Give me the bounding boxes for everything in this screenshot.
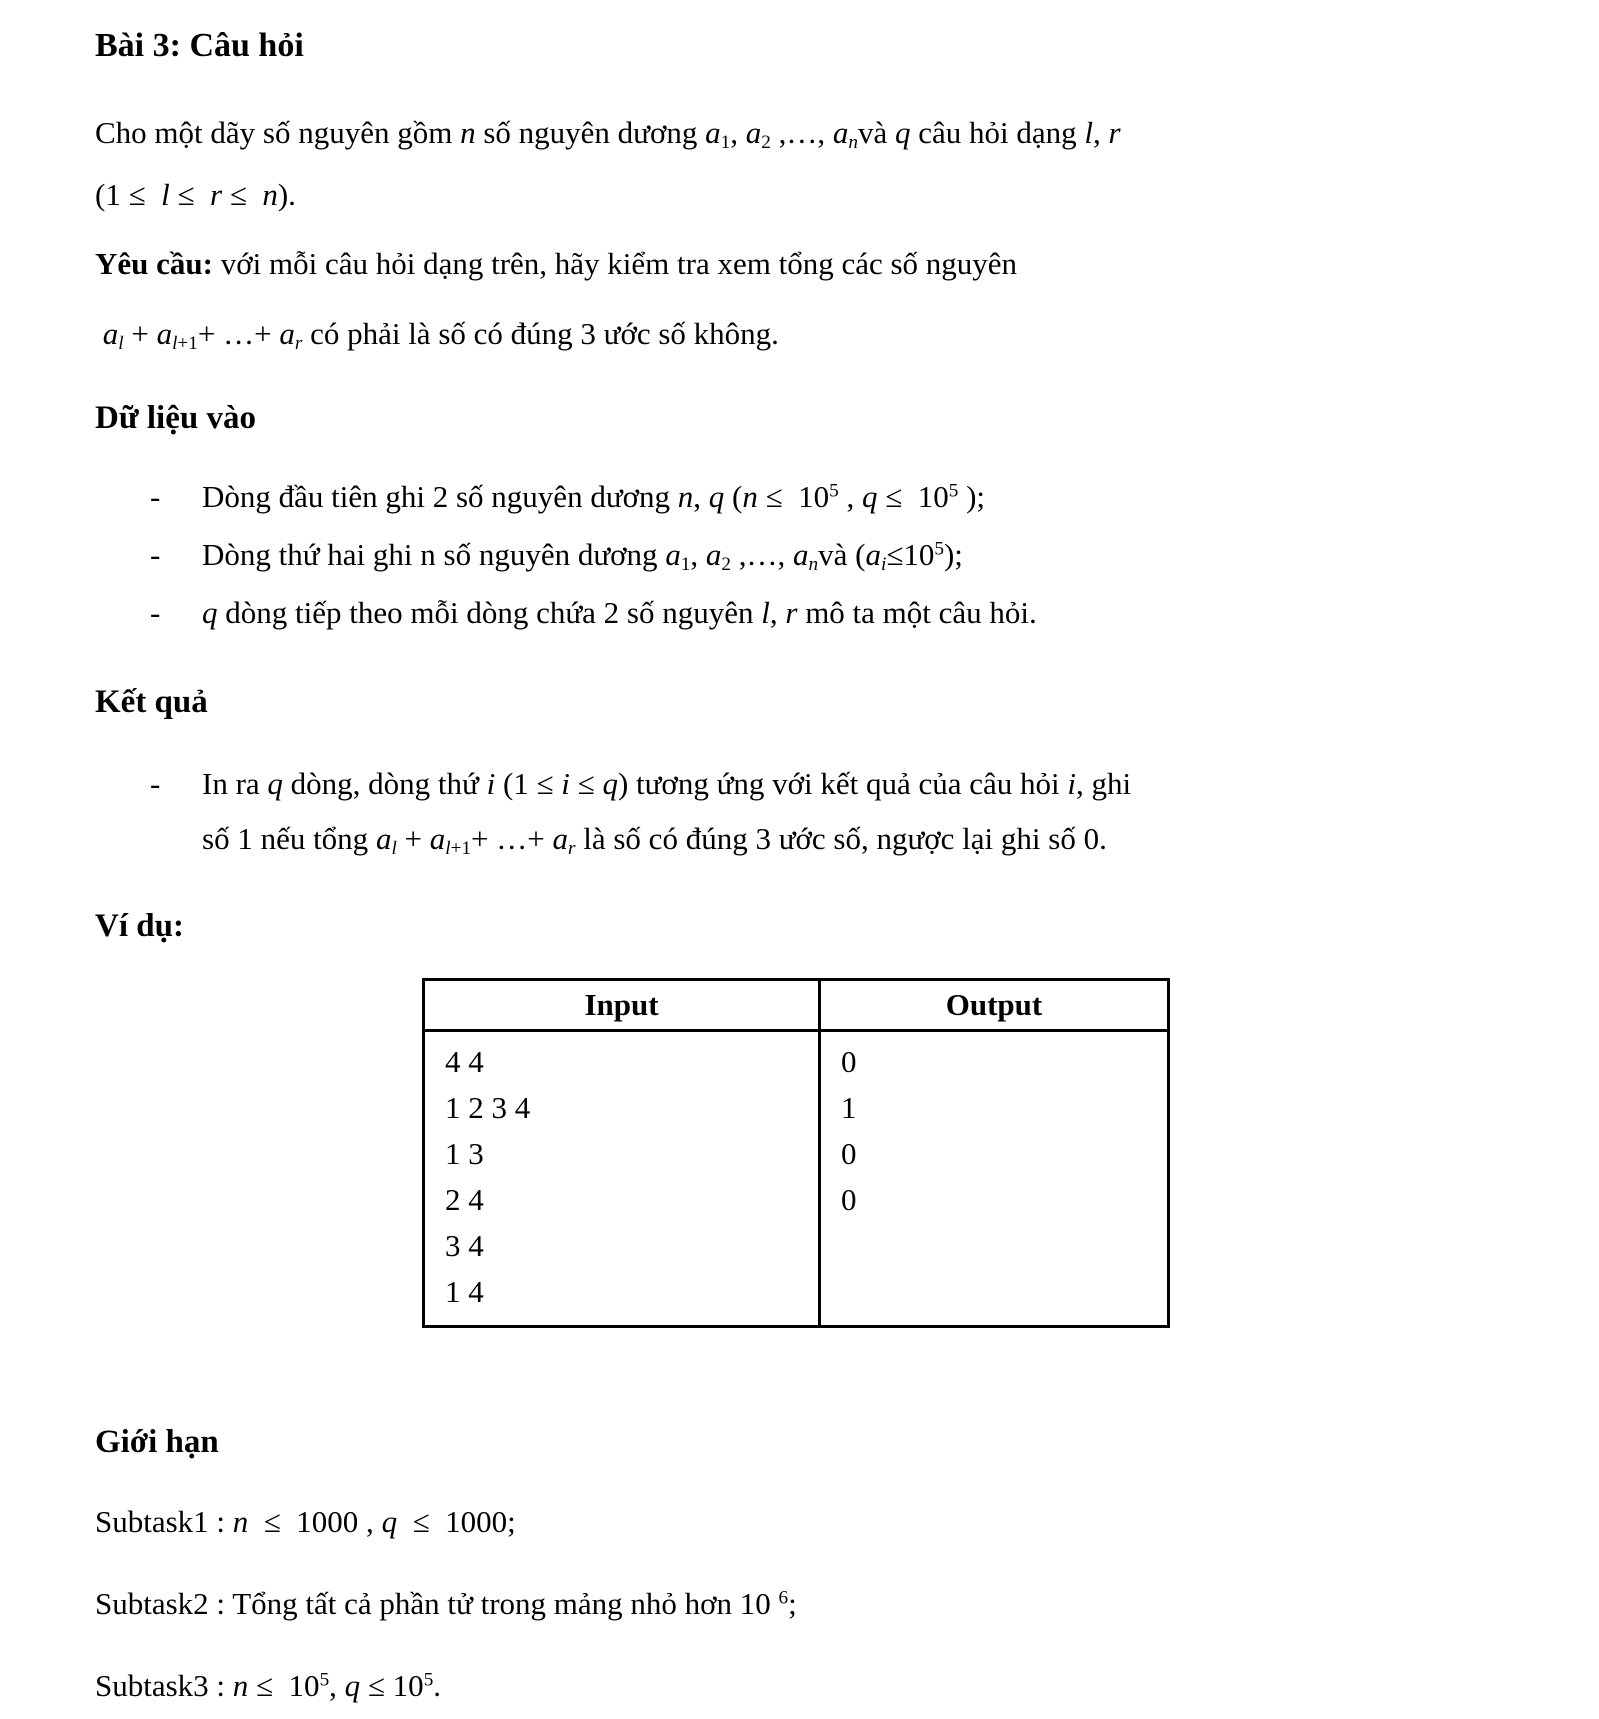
cell-line: 4 4 — [445, 1044, 484, 1079]
subtask-line-3 — [95, 1662, 1511, 1710]
text-run: 1 — [720, 131, 731, 153]
section-heading-input: Dữ liệu vào — [95, 400, 256, 436]
text-run: + …+ — [471, 821, 553, 856]
text-run: Subtask2 : Tổng tất cả phần tử trong mảng nhỏ hơn 10 — [95, 1586, 779, 1621]
text-run: 5 — [423, 1669, 434, 1691]
text-run: ,…, — [770, 115, 833, 150]
text-run: Subtask1 : — [95, 1504, 233, 1539]
section-heading-output: Kết quả — [95, 684, 208, 720]
text-run: l — [172, 332, 178, 354]
text-run: Dòng đầu tiên ghi 2 số nguyên dương — [202, 479, 678, 514]
text-run: ≤ 10 — [248, 1668, 320, 1703]
text-run: , — [693, 479, 709, 514]
text-run: (1 ≤ — [495, 766, 562, 801]
output-cell — [820, 1031, 1169, 1327]
text-run: ≤ — [169, 177, 210, 212]
dash-marker: - — [150, 766, 161, 801]
requirement-paragraph — [95, 240, 1511, 288]
table-header-input: Input — [424, 980, 820, 1031]
bullet-item — [95, 584, 1511, 642]
text-run: mô ta một câu hỏi. — [797, 595, 1037, 630]
text-run: . — [433, 1668, 442, 1703]
text-run: ) tương ứng với kết quả của câu hỏi — [617, 766, 1068, 801]
text-run: , — [329, 1668, 345, 1703]
text-run: và ( — [818, 537, 866, 572]
bullet-text — [202, 526, 1511, 584]
input-cell-lines — [425, 1032, 818, 1325]
text-run: có phải là số có đúng 3 ước số không. — [302, 316, 779, 351]
text-run: (1 ≤ — [95, 177, 162, 212]
dash-marker: - — [150, 595, 161, 630]
text-run: + …+ — [197, 316, 280, 351]
text-run: r — [209, 177, 223, 212]
text-run: 5 — [829, 480, 839, 502]
text-run: r — [1108, 115, 1121, 150]
text-run: i — [486, 766, 496, 801]
example-table — [422, 978, 1170, 1328]
text-run: 5 — [948, 480, 959, 502]
text-run: a — [552, 821, 569, 856]
text-run: là số có đúng 3 ước số, ngược lại ghi số 0. — [575, 821, 1107, 856]
bullet-item — [95, 526, 1511, 584]
text-run: 5 — [934, 538, 944, 560]
text-run: n — [262, 177, 278, 212]
text-run: r — [785, 595, 798, 630]
text-run: q — [708, 479, 725, 514]
text-run: a — [705, 537, 722, 572]
text-run: r — [294, 332, 303, 354]
text-run: ≤ — [222, 177, 263, 212]
bullet-text — [202, 756, 1511, 866]
text-run: q — [861, 479, 878, 514]
cell-line: 0 — [841, 1136, 857, 1171]
dash-marker: - — [150, 537, 161, 572]
text-run: i — [561, 766, 570, 801]
bullet-text — [202, 468, 1511, 526]
text-run: Subtask3 : — [95, 1668, 233, 1703]
text-run: ). — [277, 177, 296, 212]
section-heading-limits: Giới hạn — [95, 1424, 219, 1460]
text-run: ≤ 10 — [360, 1668, 424, 1703]
bullet-item — [95, 468, 1511, 526]
problem-title: Bài 3: Câu hỏi — [95, 27, 304, 64]
cell-line: 1 3 — [445, 1136, 484, 1171]
text-run: 2 — [761, 131, 771, 153]
text-run: i — [880, 553, 887, 575]
text-run: 5 — [319, 1669, 330, 1691]
text-run: ≤ — [569, 766, 603, 801]
text-run: +1 — [450, 837, 472, 859]
text-run: ); — [958, 479, 986, 514]
text-run: a — [375, 821, 392, 856]
text-run: ); — [943, 537, 963, 572]
text-run: l — [445, 837, 451, 859]
text-run: a — [793, 537, 809, 572]
text-run: i — [1067, 766, 1077, 801]
text-run: ≤ 10 — [877, 479, 949, 514]
cell-line: 1 — [841, 1090, 857, 1125]
table-body-row — [424, 1031, 1169, 1327]
text-run: , — [1093, 115, 1109, 150]
text-run: số nguyên dương — [475, 115, 706, 150]
intro-paragraph — [95, 102, 1511, 226]
text-run: ≤ 1000; — [397, 1504, 516, 1539]
text-run: 1 — [680, 553, 691, 575]
text-run: , — [690, 537, 706, 572]
text-run: ≤ 1000 , — [248, 1504, 382, 1539]
text-run: ≤10 — [886, 537, 935, 572]
text-run: a — [745, 115, 762, 150]
subtask-line-2 — [95, 1580, 1511, 1628]
text-run: q — [602, 766, 618, 801]
text-run: a — [156, 316, 173, 351]
text-run: l — [161, 177, 170, 212]
text-run: dòng tiếp theo mỗi dòng chứa 2 số nguyên — [217, 595, 762, 630]
text-run: l — [391, 837, 397, 859]
text-run: a — [865, 537, 881, 572]
table-header-output: Output — [820, 980, 1169, 1031]
text-run: + — [396, 821, 430, 856]
text-run: , ghi — [1076, 766, 1132, 801]
text-run: , — [838, 479, 862, 514]
text-run: với mỗi câu hỏi dạng trên, hãy kiểm tra xem tổng các số nguyên — [212, 246, 1018, 281]
cell-line: 3 4 — [445, 1228, 484, 1263]
text-run: 2 — [721, 553, 732, 575]
text-run: a — [705, 115, 721, 150]
text-run: q — [381, 1504, 398, 1539]
text-run: + — [123, 316, 157, 351]
text-run: ( — [724, 479, 743, 514]
text-run: số 1 nếu tổng — [202, 821, 376, 856]
text-run: Dòng thứ hai ghi n số nguyên dương — [202, 537, 666, 572]
text-run: n — [808, 553, 819, 575]
dash-marker: - — [150, 479, 161, 514]
text-run: l — [1084, 115, 1093, 150]
input-cell — [424, 1031, 820, 1327]
cell-line: 2 4 — [445, 1182, 484, 1217]
text-run: ,…, — [731, 537, 794, 572]
text-run: , — [769, 595, 786, 630]
text-run: n — [460, 115, 476, 150]
text-run: a — [665, 537, 681, 572]
text-run: n — [677, 479, 694, 514]
text-run: dòng, dòng thứ — [282, 766, 487, 801]
cell-line: 0 — [841, 1044, 857, 1079]
text-run: a — [279, 316, 295, 351]
output-cell-lines — [821, 1032, 1167, 1233]
text-run: ; — [788, 1586, 797, 1621]
text-run: q — [202, 595, 218, 630]
bullet-text — [202, 584, 1511, 642]
text-run: q — [894, 115, 911, 150]
text-run: 6 — [778, 1587, 789, 1609]
text-run: a — [832, 115, 849, 150]
text-run: n — [232, 1668, 249, 1703]
output-bullet-list — [95, 756, 1511, 866]
cell-line: 0 — [841, 1182, 857, 1217]
text-run: a — [102, 316, 119, 351]
text-run: q — [344, 1668, 361, 1703]
text-run: Yêu cầu: — [95, 246, 213, 281]
text-run: n — [848, 131, 858, 153]
text-run: câu hỏi dạng — [910, 115, 1085, 150]
text-run: và — [857, 115, 895, 150]
text-run: +1 — [177, 332, 198, 354]
text-run: n — [232, 1504, 249, 1539]
text-run — [95, 316, 103, 351]
text-run: n — [742, 479, 758, 514]
text-run: a — [429, 821, 446, 856]
formula-paragraph — [95, 310, 1511, 358]
text-run: r — [568, 837, 576, 859]
cell-line: 1 2 3 4 — [445, 1090, 531, 1125]
section-heading-example: Ví dụ: — [95, 908, 184, 944]
cell-line: 1 4 — [445, 1274, 484, 1309]
table-header-row — [424, 980, 1169, 1031]
text-run: , — [730, 115, 746, 150]
input-bullet-list — [95, 468, 1511, 642]
text-run: q — [267, 766, 283, 801]
text-run: l — [761, 595, 770, 630]
bullet-item — [95, 756, 1511, 866]
text-run: ≤ 10 — [757, 479, 830, 514]
text-run: l — [118, 332, 124, 354]
text-run: Cho một dãy số nguyên gồm — [95, 115, 461, 150]
subtask-line-1 — [95, 1498, 1511, 1546]
text-run: In ra — [202, 766, 268, 801]
